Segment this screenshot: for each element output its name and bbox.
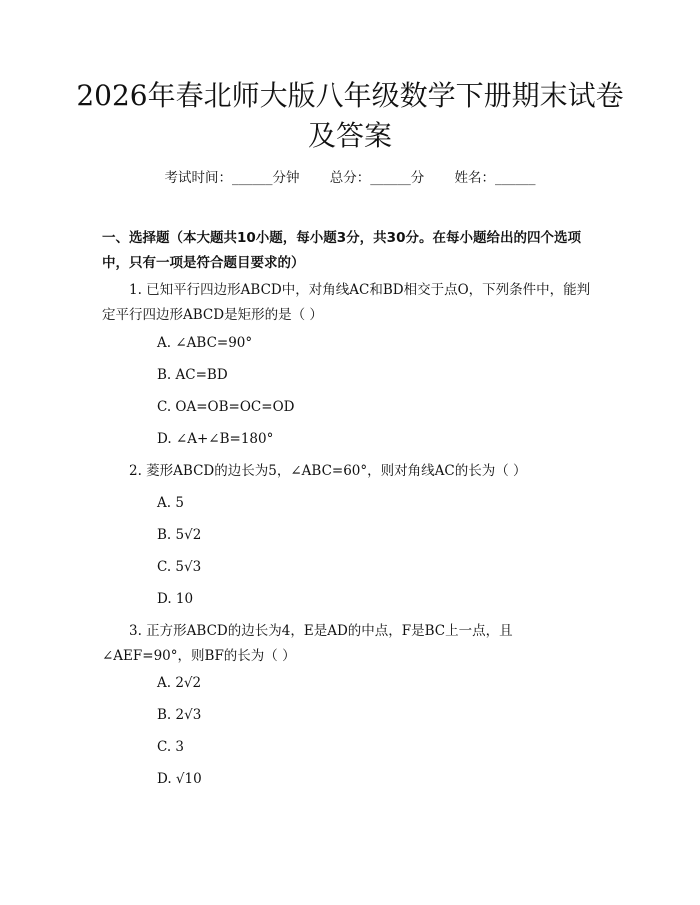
question-3-option-b: B. 2√3 <box>157 707 202 723</box>
question-2-option-c: C. 5√3 <box>157 559 202 575</box>
section-heading: 一、选择题（本大题共10小题，每小题3分，共30分。在每小题给出的四个选项中，只有一项是符合题目要求的） <box>102 230 581 271</box>
title-line-2: 及答案 <box>307 119 392 152</box>
question-3-option-a: A. 2√2 <box>157 675 202 691</box>
question-3-option-c: C. 3 <box>157 739 185 755</box>
question-2: 2. 菱形ABCD的边长为5，∠ABC=60°，则对角线AC的长为（ ） <box>129 463 527 479</box>
exam-time: 考试时间：______分钟 <box>164 170 300 186</box>
question-1-option-a: A. ∠ABC=90° <box>157 335 253 351</box>
question-2-option-a: A. 5 <box>157 495 184 511</box>
question-3-option-d: D. √10 <box>157 771 202 787</box>
question-1-option-b: B. AC=BD <box>157 367 228 383</box>
exam-meta <box>0 168 700 188</box>
question-1-option-c: C. OA=OB=OC=OD <box>157 399 295 415</box>
exam-score: 总分：______分 <box>329 170 425 186</box>
question-2-option-d: D. 10 <box>157 591 194 607</box>
page-title <box>60 76 640 156</box>
question-1-option-d: D. ∠A+∠B=180° <box>157 431 274 447</box>
question-2-option-b: B. 5√2 <box>157 527 202 543</box>
question-1: 1. 已知平行四边形ABCD中，对角线AC和BD相交于点O，下列条件中，能判定平行四边形ABCD是矩形的是（ ） <box>102 282 591 323</box>
exam-name: 姓名：______ <box>454 170 536 186</box>
question-3: 3. 正方形ABCD的边长为4，E是AD的中点，F是BC上一点，且∠AEF=90°，则BF的长为（ ） <box>102 623 513 664</box>
title-line-1: 2026年春北师大版八年级数学下册期末试卷 <box>76 79 624 112</box>
